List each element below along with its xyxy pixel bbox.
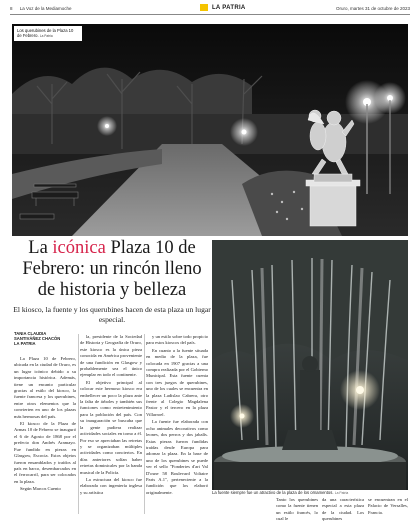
- body-column-3: [146, 334, 208, 514]
- byline-org: LA PATRIA: [14, 341, 36, 346]
- bottom-column-2: da una característica especial a esta plaza de la ciudad. Los querubines: [322, 497, 364, 521]
- section-name: La Voz de la Mediamoche: [19, 6, 72, 11]
- headline-text: [12, 238, 212, 301]
- masthead-text: LA PATRIA: [211, 5, 246, 12]
- headline-post: Plaza 10 de Febrero: un rincón lleno de historia y belleza: [22, 238, 202, 300]
- body-paragraph: y un estilo sobre todo propicio para estos kioscos del país.: [146, 334, 208, 346]
- body-column-1: [14, 356, 76, 514]
- top-photo-caption: [14, 26, 82, 41]
- fountain-illustration: [212, 240, 408, 490]
- article-headline: [12, 238, 212, 301]
- column-rule: [144, 334, 145, 514]
- body-paragraph: La fuente fue elaborada con ocho animales decorativos como leones, dos perros y dos jabalís. Estas piezas fueron fundidas traídas desde Europa para adornar la plaza. En la base de uno de los querubines se puede ver el sello "Fonderies d'art Val D'osne 58 Boulevard Voltaire Paris A.1", perteneciente a la fundición que los elaboró originalmente.: [146, 419, 208, 495]
- body-paragraph: El kiosco de la Plaza de Armas 10 de Febrero se inauguró el 6 de Agosto de 1868 por el prefecto don Andrés Aramayo. Fue fundido en piezas en Glasgow, Escocia. Estos objetos fueron ensamblados y traídos al país en barco, desembarcados en el ferrocarril, para ser colocados en la plaza.: [14, 421, 76, 484]
- header-left: [10, 6, 72, 11]
- body-paragraph: la, presidente de la Sociedad de Historia y Geografía de Oruro, este kiosco es la única pieza conocida en América proveniente de una fundición en Glasgow y probablemente sea el único ejemplar en todo el continente.: [80, 334, 142, 378]
- body-column-2: [80, 334, 142, 514]
- header-rule: [10, 14, 410, 15]
- page-header: [0, 0, 420, 22]
- headline-pre: La: [28, 238, 53, 258]
- fountain-caption-text: La fuente siempre fue un atractivo de la plaza de los ornamentos.: [212, 490, 334, 495]
- bottom-column-1: Tanto los querubines como la fuente tienen un estilo francés, lo cual le: [276, 497, 318, 521]
- top-photo: [12, 24, 408, 236]
- body-paragraph: La Plaza 10 de Febrero, ubicada en la ciudad de Oruro, es un lugar icónico debido a su importancia histórica. Además, tiene un encanto particular gracias al estilo del kiosco, la fuente francesa y los querubines, entre otros elementos que la convierten en uno de los plazas más hermosas del país.: [14, 356, 76, 419]
- byline: [14, 331, 74, 346]
- header-date: Oruro, martes 31 de octubre de 2023: [335, 6, 410, 11]
- fountain-photo-credit: La Patria: [334, 491, 349, 495]
- column-rule: [78, 334, 79, 514]
- headline-accent: icónica: [52, 238, 106, 258]
- fountain-photo: [212, 240, 408, 490]
- body-paragraph: La estructura del kiosco fue elaborada con ingeniería inglesa y su artística: [80, 476, 142, 495]
- masthead-logo-icon: [200, 4, 208, 11]
- top-photo-credit: La Patria: [39, 34, 53, 38]
- top-photo-caption-text: Los querubines de la Plaza 10 de Febrero.: [17, 28, 74, 38]
- masthead: [200, 4, 246, 11]
- body-paragraph: Según Marcos Cuento: [20, 486, 61, 492]
- article-subhead: El kiosco, la fuente y los querubines hacen de esta plaza un lugar especial.: [13, 305, 211, 324]
- bottom-column-3: se encuentran en el Palacio de Versalles, Francia.: [368, 497, 408, 515]
- byline-author: TANIA CLAUDIA SANTIVÁÑEZ CHACÓN: [14, 331, 61, 341]
- plaza-night-illustration: [12, 24, 408, 236]
- page-number: 8: [10, 6, 13, 11]
- fountain-photo-caption: [212, 490, 408, 496]
- body-paragraph: El objetivo principal al colocar este hermoso kiosco era embellecer un poco la plaza ante la falta de árboles y también sus funciones como entretenimiento para la población del país. Con su inauguración se buscaba que la gente pudiera realizar actividades sociales en torno a él. Por eso se apreciaban las retretas y se organizaban múltiples actividades como conciertos. En días anteriores solían haber retretas dominicales por la banda musical de la Policía.: [80, 379, 142, 475]
- body-paragraph: En cuanto a la fuente situada en medio de la plaza, fue colocada en 1907 gracias a una compra realizada por el Gobierno Municipal. Esta fuente cuenta con tres juegos de querubines, uno de los cuales se encuentra en la plaza Ladislao Cabrera, otro frente al Colegio Magdalena Pastor y el tercero en la plaza Villarroel.: [146, 347, 208, 417]
